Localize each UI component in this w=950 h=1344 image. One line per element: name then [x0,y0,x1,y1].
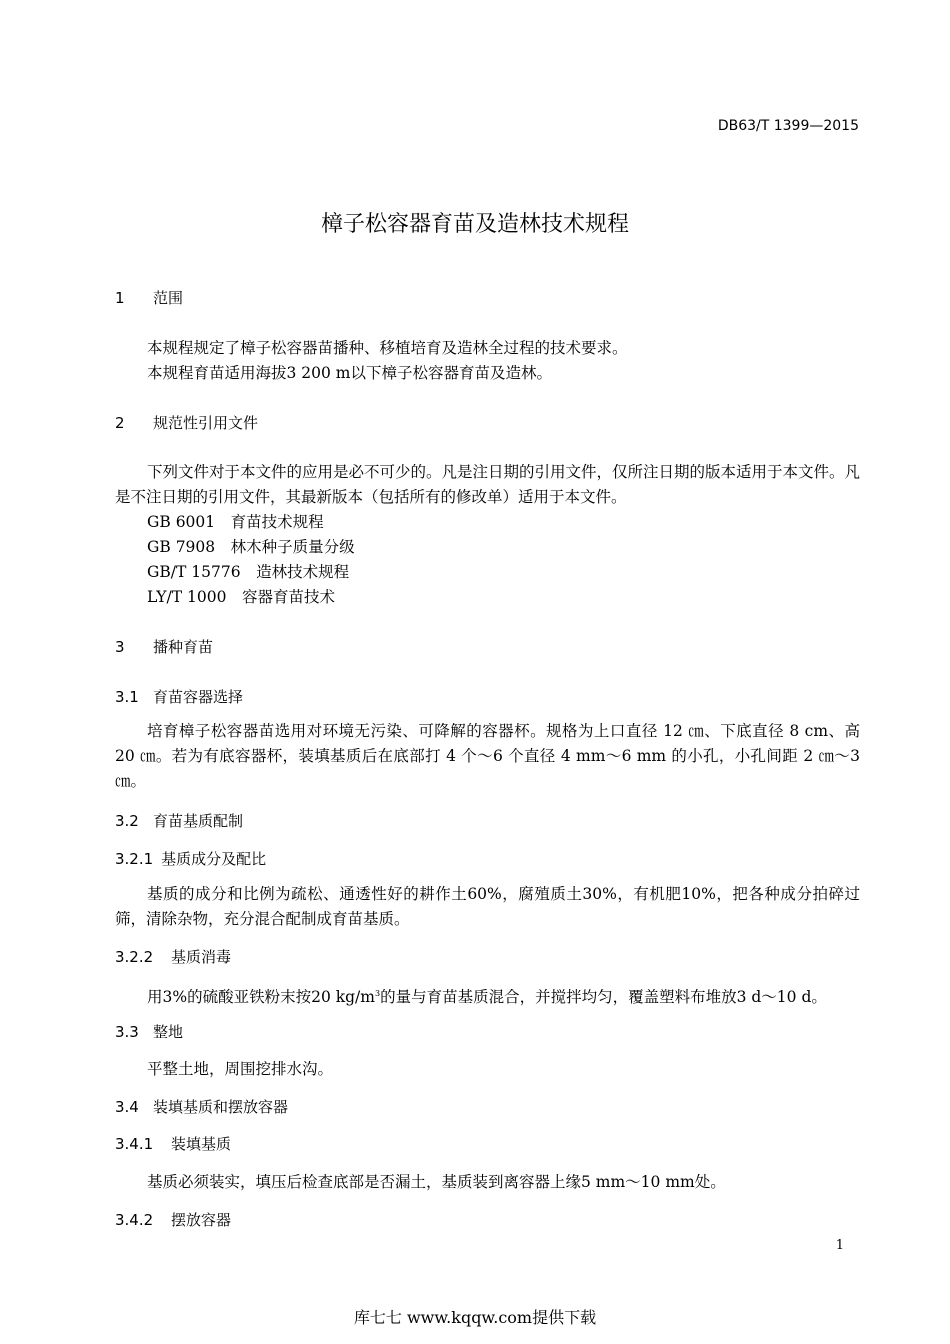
heading-text: 育苗基质配制 [153,812,244,830]
heading-number: 3 [115,638,125,656]
heading-2 [115,413,258,433]
paragraph: 下列文件对于本文件的应用是必不可少的。凡是注日期的引用文件，仅所注日期的版本适用于本文件。凡是不注日期的引用文件，其最新版本（包括所有的修改单）适用于本文件。 [115,463,861,506]
heading-text: 整地 [153,1023,184,1041]
superscript: 3 [374,989,381,998]
heading-3-2-2 [115,947,231,967]
paragraph: 本规程规定了樟子松容器苗播种、移植培育及造林全过程的技术要求。 [147,339,628,357]
paragraph: 基质必须装实，填压后检查底部是否漏土，基质装到离容器上缘5 mm～10 mm处。 [147,1173,726,1191]
heading-number: 3.2 [115,812,139,830]
heading-number: 3.4.1 [115,1135,154,1153]
heading-number: 1 [115,289,125,307]
heading-3-3 [115,1022,183,1042]
heading-text: 播种育苗 [153,638,214,656]
heading-number: 3.4.2 [115,1211,154,1229]
standard-code: DB63/T 1399—2015 [717,118,859,134]
heading-number: 2 [115,414,125,432]
heading-text: 范围 [153,289,184,307]
heading-number: 3.4 [115,1098,139,1116]
heading-3 [115,637,213,657]
paragraph: 平整土地，周围挖排水沟。 [147,1060,334,1078]
heading-text: 育苗容器选择 [153,688,244,706]
paragraph-text: 的量与育苗基质混合，并搅拌均匀，覆盖塑料布堆放3 d～10 d。 [380,988,827,1007]
heading-3-1 [115,687,243,707]
heading-3-4 [115,1097,288,1117]
heading-text: 规范性引用文件 [153,414,259,432]
heading-number: 3.3 [115,1023,139,1041]
paragraph: 基质的成分和比例为疏松、通透性好的耕作土60%，腐殖质土30%，有机肥10%，把各种成分拍碎过筛，清除杂物，充分混合配制成育苗基质。 [115,885,860,928]
heading-text: 基质成分及配比 [161,850,267,868]
document-title: 樟子松容器育苗及造林技术规程 [320,212,629,237]
heading-number: 3.2.2 [115,948,154,966]
paragraph: 培育樟子松容器苗选用对环境无污染、可降解的容器杯。规格为上口直径 12 ㎝、下底直径 8 cm、高 20 ㎝。若为有底容器杯，装填基质后在底部打 4 个～6 个直径 4 mm～6 mm 的小孔，小孔间距 2 ㎝～3 ㎝。 [115,722,860,790]
footer-watermark: 库七七 www.kqqw.com提供下载 [353,1308,597,1327]
paragraph: 本规程育苗适用海拔3 200 m以下樟子松容器育苗及造林。 [147,364,552,382]
heading-3-4-2 [115,1210,231,1230]
heading-text: 装填基质 [171,1135,232,1153]
heading-3-2-1 [115,849,266,869]
reference-item: GB 6001 育苗技术规程 [147,513,324,531]
heading-3-4-1 [115,1134,231,1154]
reference-item: LY/T 1000 容器育苗技术 [147,588,335,606]
page-number: 1 [835,1238,844,1253]
reference-item: GB 7908 林木种子质量分级 [147,538,355,556]
reference-item: GB/T 15776 造林技术规程 [147,563,350,581]
paragraph [147,984,827,1007]
heading-number: 3.2.1 [115,850,154,868]
heading-text: 摆放容器 [171,1211,232,1229]
heading-3-2 [115,811,243,831]
heading-text: 基质消毒 [171,948,232,966]
heading-text: 装填基质和摆放容器 [153,1098,289,1116]
heading-number: 3.1 [115,688,139,706]
paragraph-text: 用3%的硫酸亚铁粉末按20 kg/m [147,988,375,1007]
heading-1 [115,288,183,308]
